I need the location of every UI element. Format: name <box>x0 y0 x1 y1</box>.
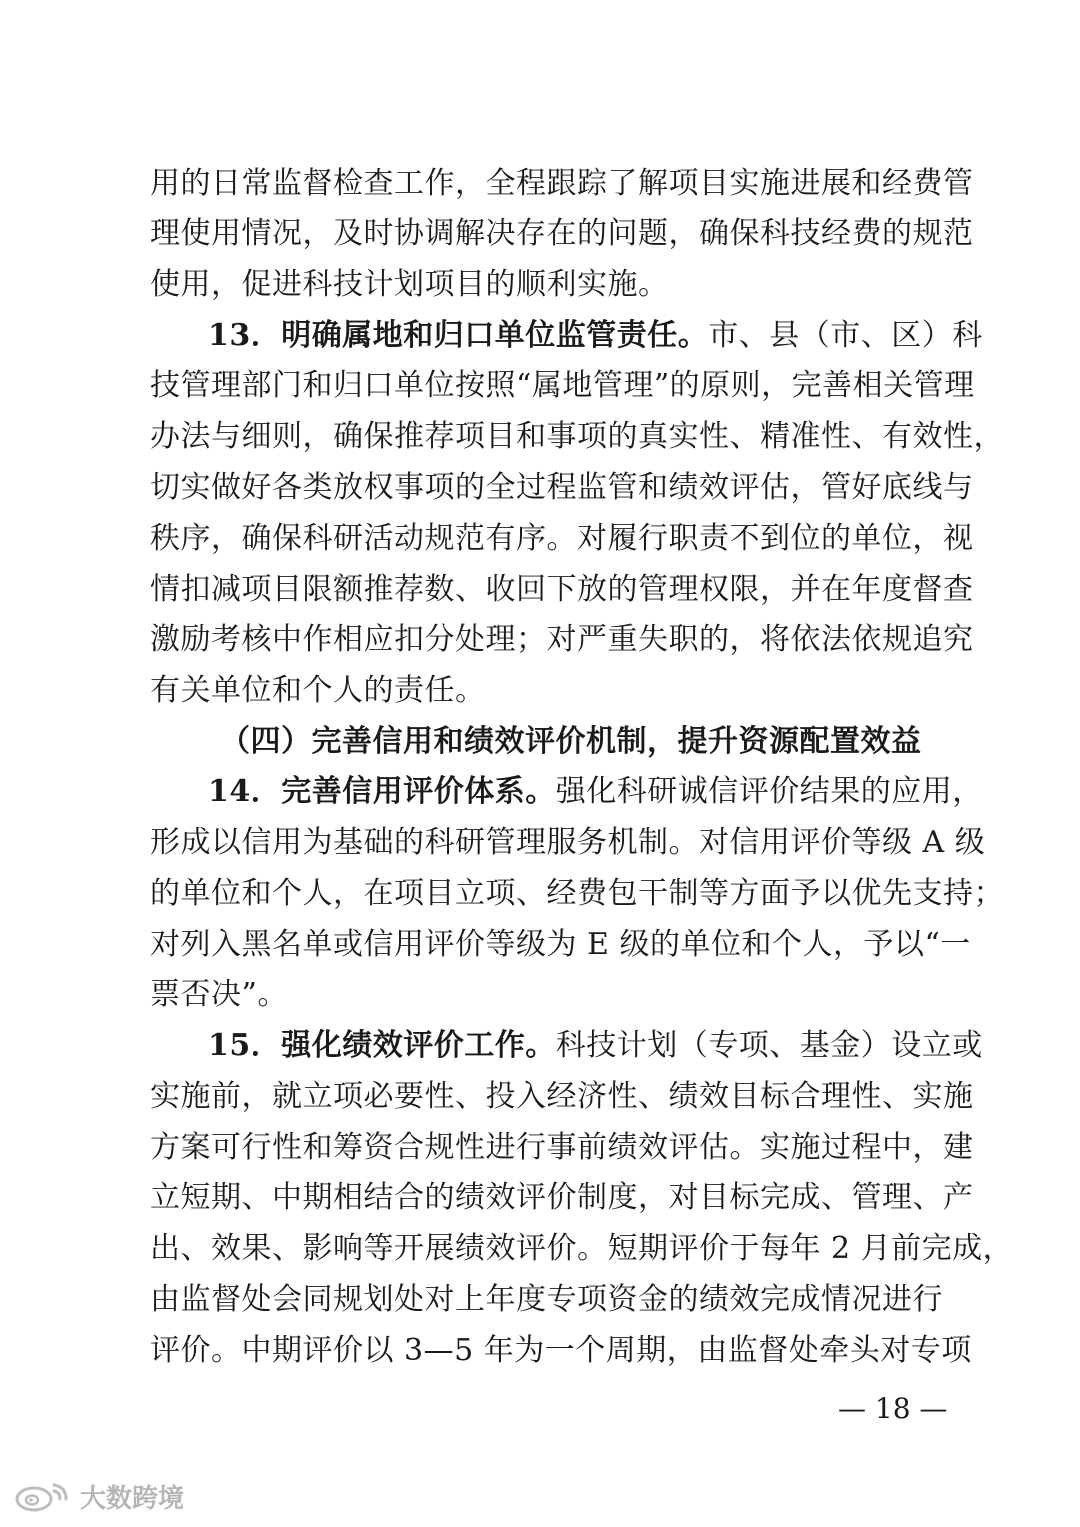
text-line: 立短期、中期相结合的绩效评价制度，对目标完成、管理、产 <box>150 1180 974 1215</box>
text-line: 由监督处会同规划处对上年度专项资金的绩效完成情况进行 <box>150 1282 943 1317</box>
text-line: 有关单位和个人的责任。 <box>150 673 486 708</box>
text-line: 使用，促进科技计划项目的顺利实施。 <box>150 267 669 302</box>
text-line: 情扣减项目限额推荐数、收回下放的管理权限，并在年度督查 <box>150 572 974 607</box>
text-line: 实施前，就立项必要性、投入经济性、绩效目标合理性、实施 <box>150 1079 974 1114</box>
item-14-title: 14．完善信用评价体系。 <box>208 774 556 809</box>
page-number: — 18 — <box>838 1392 948 1425</box>
text-line: 切实做好各类放权事项的全过程监管和绩效评估，管好底线与 <box>150 470 974 505</box>
text-line: 用的日常监督检查工作，全程跟踪了解项目实施进展和经费管 <box>150 166 974 201</box>
watermark-text: 大数跨境 <box>80 1483 185 1514</box>
item-14-line: 14．完善信用评价体系。强化科研诚信评价结果的应用， <box>208 774 983 809</box>
text-line: 形成以信用为基础的科研管理服务机制。对信用评价等级 A 级 <box>150 825 986 860</box>
watermark <box>10 1476 184 1516</box>
item-13-title: 13．明确属地和归口单位监管责任。 <box>208 318 709 353</box>
text-line: 方案可行性和筹资合规性进行事前绩效评估。实施过程中，建 <box>150 1130 974 1165</box>
item-15-line: 15．强化绩效评价工作。科技计划（专项、基金）设立或 <box>208 1028 983 1063</box>
text-line: 理使用情况，及时协调解决存在的问题，确保科技经费的规范 <box>150 216 974 251</box>
text-line: 激励考核中作相应扣分处理；对严重失职的，将依法依规追究 <box>150 622 974 657</box>
weibo-logo-icon <box>10 1479 74 1513</box>
text-line: 票否决”。 <box>150 977 288 1012</box>
item-13-line: 13．明确属地和归口单位监管责任。市、县（市、区）科 <box>208 318 983 353</box>
text-line: 出、效果、影响等开展绩效评价。短期评价于每年 2 月前完成， <box>150 1231 1014 1266</box>
item-15-title: 15．强化绩效评价工作。 <box>208 1028 556 1063</box>
text-line: 技管理部门和归口单位按照“属地管理”的原则，完善相关管理 <box>150 368 975 403</box>
text-line: 的单位和个人，在项目立项、经费包干制等方面予以优先支持； <box>150 876 1004 911</box>
section-heading: （四）完善信用和绩效评价机制，提升资源配置效益 <box>220 724 922 759</box>
text-line: 评价。中期评价以 3—5 年为一个周期，由监督处牵头对专项 <box>150 1333 972 1368</box>
text-line: 秩序，确保科研活动规范有序。对履行职责不到位的单位，视 <box>150 521 974 556</box>
text-line: 办法与细则，确保推荐项目和事项的真实性、精准性、有效性， <box>150 419 1004 454</box>
text-line: 对列入黑名单或信用评价等级为 E 级的单位和个人，予以“一 <box>150 927 971 962</box>
